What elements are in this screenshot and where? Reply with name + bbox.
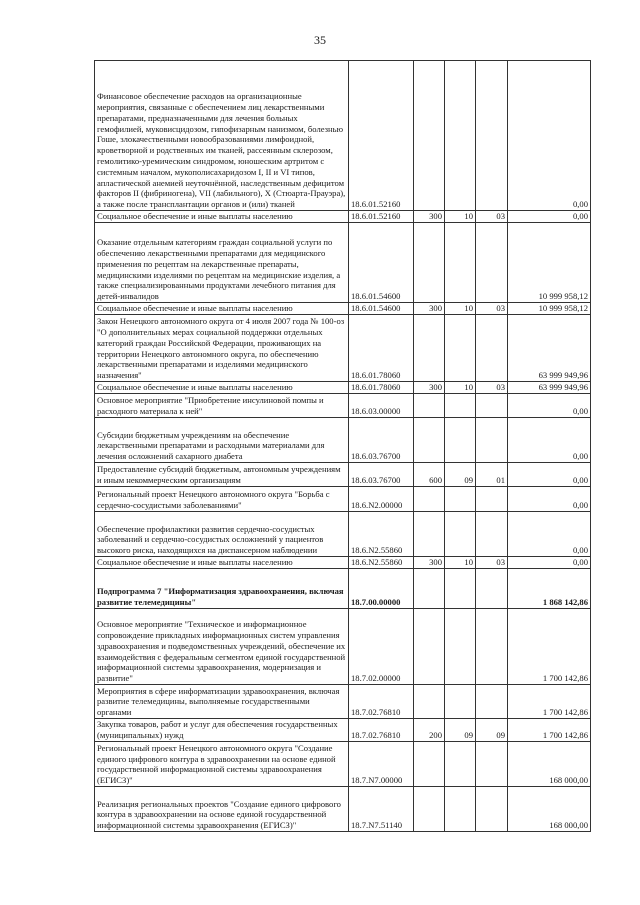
row-section: [445, 512, 476, 557]
row-expense-type: [414, 394, 445, 418]
row-expense-type: 200: [414, 719, 445, 742]
row-subsection: [476, 315, 508, 382]
row-subsection: [476, 609, 508, 685]
row-expense-type: [414, 569, 445, 609]
table-row: [95, 394, 591, 418]
row-subsection: 03: [476, 303, 508, 315]
row-name: Региональный проект Ненецкого автономного округа "Борьба с сердечно-сосудистыми заболеваниями": [95, 487, 349, 512]
row-code: 18.6.01.78060: [349, 315, 414, 382]
table-row: [95, 303, 591, 315]
table-row: [95, 487, 591, 512]
row-amount: 63 999 949,96: [508, 382, 591, 394]
row-code: 18.6.01.78060: [349, 382, 414, 394]
budget-table: [94, 60, 591, 832]
row-expense-type: [414, 223, 445, 303]
row-expense-type: [414, 418, 445, 463]
row-amount: 0,00: [508, 512, 591, 557]
row-amount: 63 999 949,96: [508, 315, 591, 382]
row-section: [445, 685, 476, 719]
row-expense-type: [414, 512, 445, 557]
row-subsection: [476, 61, 508, 211]
table-row: [95, 463, 591, 487]
row-name: Основное мероприятие "Приобретение инсулиновой помпы и расходного материала к ней": [95, 394, 349, 418]
row-section: [445, 742, 476, 787]
row-section: [445, 223, 476, 303]
row-section: 10: [445, 382, 476, 394]
row-subsection: [476, 487, 508, 512]
row-section: [445, 609, 476, 685]
row-expense-type: [414, 61, 445, 211]
row-code: 18.6.01.52160: [349, 211, 414, 223]
row-amount: 0,00: [508, 394, 591, 418]
row-expense-type: [414, 742, 445, 787]
row-section: [445, 487, 476, 512]
table-row: [95, 787, 591, 832]
row-amount: 0,00: [508, 418, 591, 463]
row-name: Обеспечение профилактики развития сердечно-сосудистых заболеваний и сердечно-сосудистых осложнений у пациентов высокого риска, находящихся на диспансерном наблюдении: [95, 512, 349, 557]
row-amount: 10 999 958,12: [508, 223, 591, 303]
row-name: Финансовое обеспечение расходов на организационные мероприятия, связанные с обеспечением лиц лекарственными препаратами, предназначенными для лечения больных гемофилией, муковисцидозом, гипофизарным нанизмом, болезнью Гоше, злокачественными новообразованиями лимфоидной, кроветворной и родственных им тканей, рассеянным склерозом, гемолитико-уремическим синдромом, юношеским артритом с системным началом, мукополисахаридозом I, II и VI типов, апластической анемией неуточнённой, наследственным дефицитом факторов II (фибриногена), VII (лабильного), X (Стюарта-Прауэра), а также после трансплантации органов и (или) тканей: [95, 61, 349, 211]
table-row: [95, 211, 591, 223]
row-name: Социальное обеспечение и иные выплаты населению: [95, 303, 349, 315]
row-subsection: 03: [476, 382, 508, 394]
row-expense-type: [414, 685, 445, 719]
table-row: [95, 742, 591, 787]
row-expense-type: 300: [414, 211, 445, 223]
row-code: 18.6.N2.55860: [349, 557, 414, 569]
row-code: 18.6.N2.55860: [349, 512, 414, 557]
row-name: Социальное обеспечение и иные выплаты населению: [95, 557, 349, 569]
row-expense-type: [414, 787, 445, 832]
row-subsection: [476, 418, 508, 463]
row-expense-type: 300: [414, 557, 445, 569]
row-amount: 0,00: [508, 61, 591, 211]
row-code: 18.6.03.00000: [349, 394, 414, 418]
row-section: [445, 315, 476, 382]
row-expense-type: 600: [414, 463, 445, 487]
row-amount: 1 700 142,86: [508, 685, 591, 719]
row-subsection: [476, 223, 508, 303]
table-row: [95, 557, 591, 569]
row-subsection: 03: [476, 557, 508, 569]
table-row: [95, 223, 591, 303]
row-name: Реализация региональных проектов "Создание единого цифрового контура в здравоохранении на основе единой государственной информационной системы здравоохранения (ЕГИСЗ)": [95, 787, 349, 832]
row-code: 18.7.N7.00000: [349, 742, 414, 787]
row-subsection: 09: [476, 719, 508, 742]
row-name: Предоставление субсидий бюджетным, автономным учреждениям и иным некоммерческим организациям: [95, 463, 349, 487]
table-row: [95, 719, 591, 742]
row-section: [445, 394, 476, 418]
page-number: 35: [314, 33, 326, 47]
row-subsection: [476, 394, 508, 418]
row-name: Социальное обеспечение и иные выплаты населению: [95, 211, 349, 223]
row-expense-type: 300: [414, 303, 445, 315]
row-code: 18.7.02.00000: [349, 609, 414, 685]
table-row: [95, 569, 591, 609]
row-amount: 168 000,00: [508, 787, 591, 832]
table-row: [95, 512, 591, 557]
row-name: Оказание отдельным категориям граждан социальной услуги по обеспечению лекарственными препаратами для медицинского применения по рецептам на лекарственные препараты, медицинскими изделиями по рецептам на медицинские изделия, а также специализированными продуктами лечебного питания для детей-инвалидов: [95, 223, 349, 303]
row-name: Основное мероприятие "Техническое и информационное сопровождение прикладных информационных систем управления здравоохранения и подведомственных учреждений, обеспечение их взаимодействия с федеральным сегментом единой государственной информационной системы здравоохранения, модернизация и развитие": [95, 609, 349, 685]
row-code: 18.6.01.52160: [349, 61, 414, 211]
row-subsection: 03: [476, 211, 508, 223]
row-amount: 1 700 142,86: [508, 719, 591, 742]
table-row: [95, 609, 591, 685]
row-expense-type: 300: [414, 382, 445, 394]
budget-table-body: [95, 61, 591, 832]
row-amount: 168 000,00: [508, 742, 591, 787]
row-amount: 1 700 142,86: [508, 609, 591, 685]
table-row: [95, 418, 591, 463]
row-section: 10: [445, 211, 476, 223]
row-subsection: 01: [476, 463, 508, 487]
table-row: [95, 315, 591, 382]
row-amount: 10 999 958,12: [508, 303, 591, 315]
row-section: [445, 61, 476, 211]
row-amount: 0,00: [508, 487, 591, 512]
row-amount: 1 868 142,86: [508, 569, 591, 609]
row-code: 18.7.N7.51140: [349, 787, 414, 832]
row-code: 18.7.00.00000: [349, 569, 414, 609]
row-subsection: [476, 569, 508, 609]
row-amount: 0,00: [508, 557, 591, 569]
row-name: Субсидии бюджетным учреждениям на обеспечение лекарственными препаратами и расходными материалами для лечения осложнений сахарного диабета: [95, 418, 349, 463]
row-section: [445, 418, 476, 463]
row-section: [445, 569, 476, 609]
row-code: 18.6.01.54600: [349, 223, 414, 303]
table-row: [95, 61, 591, 211]
row-code: 18.6.03.76700: [349, 418, 414, 463]
row-subsection: [476, 512, 508, 557]
row-subsection: [476, 787, 508, 832]
row-amount: 0,00: [508, 463, 591, 487]
row-expense-type: [414, 487, 445, 512]
row-name: Социальное обеспечение и иные выплаты населению: [95, 382, 349, 394]
row-section: 09: [445, 463, 476, 487]
table-row: [95, 382, 591, 394]
row-code: 18.6.N2.00000: [349, 487, 414, 512]
row-section: [445, 787, 476, 832]
row-code: 18.6.03.76700: [349, 463, 414, 487]
row-name: Подпрограмма 7 "Информатизация здравоохранения, включая развитие телемедицины": [95, 569, 349, 609]
row-section: 10: [445, 303, 476, 315]
row-name: Мероприятия в сфере информатизации здравоохранения, включая развитие телемедицины, выполняемые государственными органами: [95, 685, 349, 719]
row-subsection: [476, 742, 508, 787]
row-section: 09: [445, 719, 476, 742]
row-name: Региональный проект Ненецкого автономного округа "Создание единого цифрового контура в здравоохранении на основе единой государственной информационной системы здравоохранения (ЕГИСЗ)": [95, 742, 349, 787]
row-name: Закупка товаров, работ и услуг для обеспечения государственных (муниципальных) нужд: [95, 719, 349, 742]
row-expense-type: [414, 609, 445, 685]
row-subsection: [476, 685, 508, 719]
row-expense-type: [414, 315, 445, 382]
row-code: 18.6.01.54600: [349, 303, 414, 315]
table-row: [95, 685, 591, 719]
row-amount: 0,00: [508, 211, 591, 223]
row-code: 18.7.02.76810: [349, 719, 414, 742]
row-code: 18.7.02.76810: [349, 685, 414, 719]
row-section: 10: [445, 557, 476, 569]
row-name: Закон Ненецкого автономного округа от 4 июля 2007 года № 100-оз "О дополнительных мерах социальной поддержки отдельных категорий граждан Российской Федерации, проживающих на территории Ненецкого автономного округа, по обеспечению лекарственными препаратами и изделиями медицинского назначения": [95, 315, 349, 382]
